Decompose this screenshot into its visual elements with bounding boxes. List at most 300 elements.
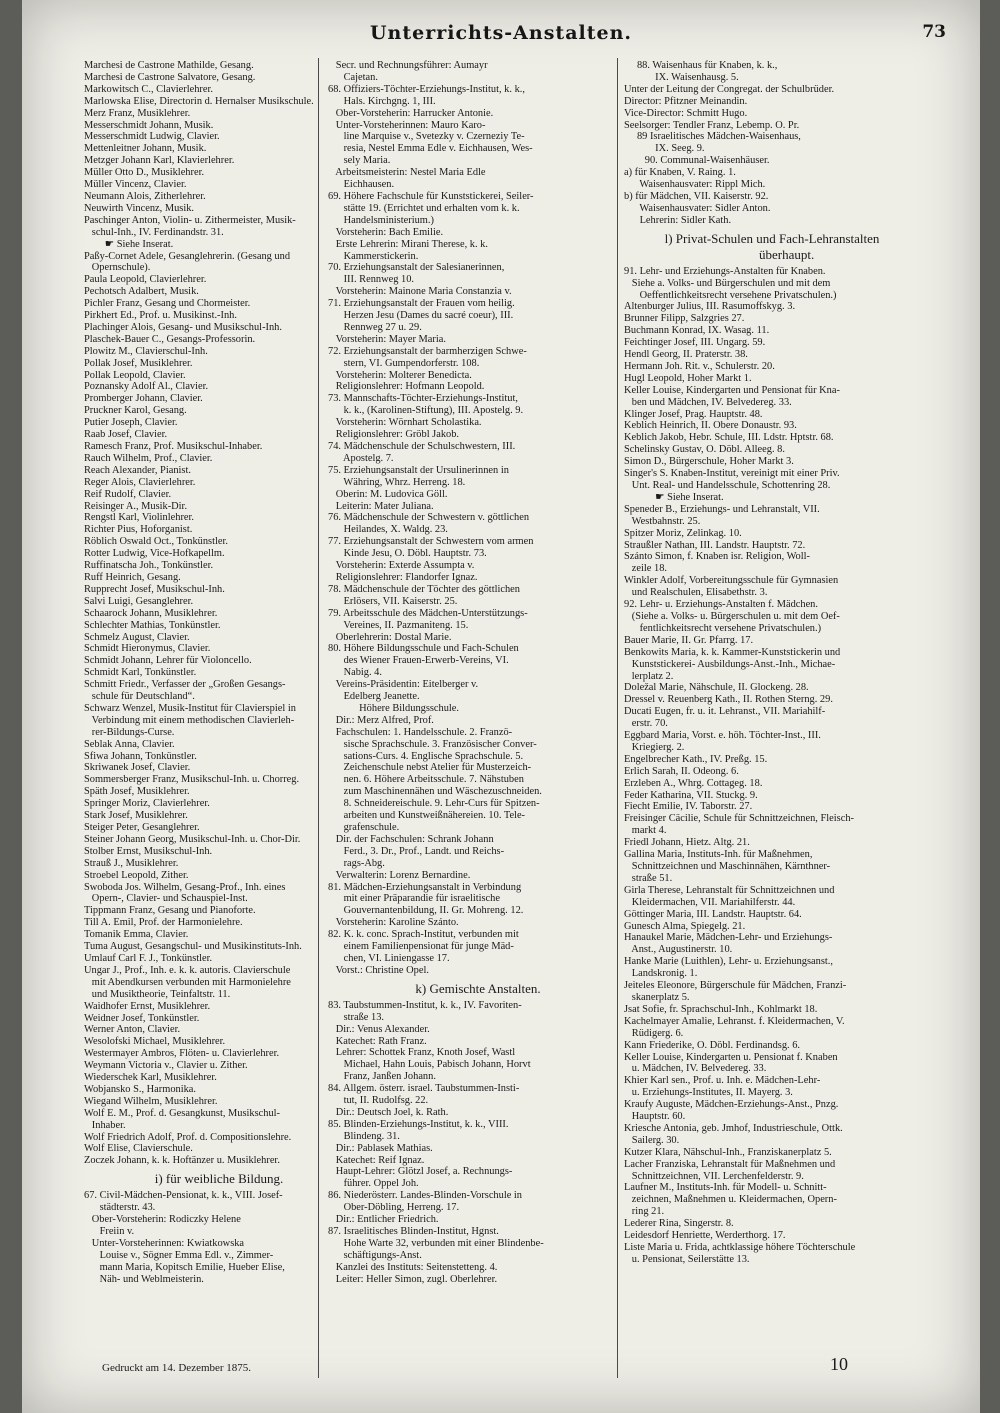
entry-line: Bauer Marie, II. Gr. Pfarrg. 17. (624, 634, 754, 646)
entry-line: Gallina Maria, Instituts-Inh. für Maßnehmen, (624, 849, 813, 861)
entry-line: Putier Joseph, Clavier. (84, 417, 178, 429)
entry-line: Schmitt Friedr., Verfasser der „Großen Gesangs- (84, 679, 286, 691)
entry-line: Vereins-Präsidentin: Eitelberger v. (328, 679, 479, 691)
entry-line: Speneder B., Erziehungs- und Lehranstalt, VII. (624, 503, 820, 515)
entry-line: k. k., (Karolinen-Stiftung), III. Apostelg. 9. (328, 405, 524, 417)
entry-line: Plowitz M., Clavierschul-Inh. (84, 345, 208, 357)
entry-line: Seelsorger: Tendler Franz, Lebemp. O. Pr. (624, 119, 800, 131)
entry-line: Fachschulen: 1. Handelsschule. 2. Franzö- (328, 726, 513, 738)
entry-line: Religionslehrer: Hofmann Leopold. (328, 381, 485, 393)
entry-line: Gunesch Alma, Spiegelg. 21. (624, 920, 746, 932)
entry-line: straße 51. (624, 872, 673, 884)
entry-line: 73. Mannschafts-Töchter-Erziehungs-Institut, (328, 393, 518, 405)
entry-line: Hauptstr. 60. (624, 1111, 686, 1123)
entry-line: stern, VI. Gumpendorferstr. 108. (328, 357, 480, 369)
entry-line: Fiecht Emilie, IV. Taborstr. 27. (624, 801, 753, 813)
entry-line: Promberger Johann, Clavier. (84, 393, 203, 405)
entry-line: b) für Mädchen, VII. Kaiserstr. 92. (624, 190, 769, 202)
entry-line: Wolf E. M., Prof. d. Gesangkunst, Musikschul- (84, 1107, 280, 1119)
entry-line: Schmidt Johann, Lehrer für Violoncello. (84, 655, 252, 667)
entry-line: Unter der Leitung der Congregat. der Schulbrüder. (624, 83, 835, 95)
entry-line: Tomanik Emma, Clavier. (84, 929, 189, 941)
entry-line: Mettenleitner Johann, Musik. (84, 143, 207, 155)
entry-line: Ober-Vorsteherin: Rodiczky Helene (84, 1214, 241, 1226)
entry-line: Späth Josef, Musiklehrer. (84, 786, 190, 798)
entry-line: Markowitsch C., Clavierlehrer. (84, 83, 213, 95)
entry-line: Schnittzeichnen, VII. Lerchenfelderstr. 9. (624, 1170, 804, 1182)
entry-line: Straußler Nathan, III. Landstr. Hauptstr. 72. (624, 539, 806, 551)
section-heading: k) Gemischte Anstalten. (415, 980, 541, 996)
entry-line: Weidner Josef, Tonkünstler. (84, 1012, 200, 1024)
entry-line: Erlich Sarah, II. Odeong. 6. (624, 765, 739, 777)
entry-line: Vice-Director: Schmitt Hugo. (624, 107, 748, 119)
entry-line: Marchesi de Castrone Mathilde, Gesang. (84, 60, 254, 71)
entry-line: mann Maria, Kopitsch Emilie, Hueber Elise, (84, 1261, 285, 1273)
entry-line: Weymann Victoria v., Clavier u. Zither. (84, 1060, 248, 1072)
entry-line: Schnittzeichnen und Maschinnähen, Kärnthner- (624, 861, 831, 872)
entry-line: Waisenhausvater: Sidler Anton. (624, 202, 771, 214)
entry-line: Vorsteherin: Mayer Maria. (328, 333, 446, 345)
entry-line: tut, II. Rudolfsg. 22. (328, 1095, 429, 1107)
entry-line: Vorsteherin: Molterer Benedicta. (328, 369, 472, 381)
entry-line: IX. Seeg. 9. (624, 143, 705, 155)
entry-line: Eichhausen. (328, 179, 395, 191)
entry-line: Näh- und Weblmeisterin. (84, 1273, 204, 1285)
entry-line: Rüdigerg. 6. (624, 1027, 684, 1039)
entry-line: Schmelz August, Clavier. (84, 631, 190, 643)
entry-line: Westermayer Ambros, Flöten- u. Clavierlehrer. (84, 1048, 280, 1060)
entry-line: Marlowska Elise, Directorin d. Hernalser Musikschule. (84, 95, 314, 107)
entry-line: Vorsteherin: Karoline Szánto. (328, 917, 459, 929)
entry-line: Handelsministerium.) (328, 214, 434, 226)
entry-line: resia, Nestel Emma Edle v. Eichhausen, Wes- (328, 143, 533, 155)
entry-line: sely Maria. (328, 155, 391, 167)
entry-line: Klinger Josef, Prag. Hauptstr. 48. (624, 408, 763, 420)
entry-line: führer. Oppel Joh. (328, 1178, 419, 1190)
entry-line: Dir. der Fachschulen: Schrank Johann (328, 833, 494, 845)
entry-line: Dir.: Merz Alfred, Prof. (328, 714, 434, 726)
entry-line: Szánto Simon, f. Knaben isr. Religion, Woll- (624, 551, 810, 563)
entry-line: Opernschule). (84, 262, 151, 274)
entry-line: Marchesi de Castrone Salvatore, Gesang. (84, 71, 256, 83)
entry-line: Haupt-Lehrer: Glötzl Josef, a. Rechnungs- (328, 1166, 513, 1178)
entry-line: Tippmann Franz, Gesang und Pianoforte. (84, 905, 256, 917)
entry-line: 68. Offiziers-Töchter-Erziehungs-Institut, k. k., (328, 83, 525, 95)
entry-line: 80. Höhere Bildungsschule und Fach-Schulen (328, 643, 519, 655)
entry-line: Pollak Leopold, Clavier. (84, 369, 186, 381)
entry-line: Schelinsky Gustav, O. Döbl. Alleeg. 8. (624, 444, 785, 456)
entry-line: Altenburger Julius, III. Rasumoffskyg. 3. (624, 301, 796, 313)
entry-line: sische Sprachschule. 3. Französischer Conver- (328, 738, 537, 750)
entry-line: Rennweg 27 u. 29. (328, 321, 422, 333)
entry-line: Pruckner Karol, Gesang. (84, 405, 187, 417)
entry-line: lerplatz 2. (624, 670, 674, 682)
entry-line: Sailerg. 30. (624, 1134, 680, 1146)
column-right (624, 60, 920, 1266)
entry-line: Zoczek Johann, k. k. Hoftänzer u. Musiklehrer. (84, 1155, 280, 1167)
entry-line: Landskronig. 1. (624, 968, 698, 980)
entry-line: Oberin: M. Ludovica Göll. (328, 488, 448, 500)
entry-line: schule für Deutschland“. (84, 691, 195, 703)
entry-line: Laufner M., Instituts-Inh. für Modell- u. Schnitt- (624, 1182, 827, 1194)
entry-line: Eggbard Maria, Vorst. e. höh. Töchter-Inst., III. (624, 730, 821, 742)
entry-line: Dir.: Deutsch Joel, k. Rath. (328, 1106, 449, 1118)
entry-line: 8. Schneidereischule. 9. Lehr-Curs für Spitzen- (328, 798, 540, 810)
entry-line: Edelberg Jeanette. (328, 691, 420, 703)
entry-line: Wolf Friedrich Adolf, Prof. d. Compositionslehre. (84, 1131, 292, 1143)
entry-line: Schmidt Karl, Tonkünstler. (84, 667, 197, 679)
entry-line: Arbeitsmeisterin: Nestel Maria Edle (328, 167, 486, 179)
entry-line: Vorsteherin: Mainone Maria Constanzia v. (328, 286, 512, 298)
entry-line: Waisenhausvater: Rippl Mich. (624, 179, 766, 191)
entry-line: (Siehe a. Volks- u. Bürgerschulen u. mit dem Oef- (624, 610, 840, 622)
entry-line: Wiegand Wilhelm, Musiklehrer. (84, 1095, 218, 1107)
entry-line: Khier Karl sen., Prof. u. Inh. e. Mädchen-Lehr- (624, 1075, 821, 1087)
entry-line: Kriegierg. 2. (624, 741, 685, 753)
entry-line: Religionslehrer: Flandorfer Ignaz. (328, 571, 478, 583)
entry-line: Hanaukel Marie, Mädchen-Lehr- und Erziehungs- (624, 932, 833, 944)
entry-line: Simon D., Bürgerschule, Hoher Markt 3. (624, 456, 794, 468)
document-page (22, 0, 980, 1413)
entry-line: Tuma August, Gesangschul- und Musikinstituts-Inh. (84, 941, 302, 953)
entry-line: sations-Curs. 4. Englische Sprachschule. 5. (328, 750, 524, 762)
entry-line: 75. Erziehungsanstalt der Ursulinerinnen in (328, 464, 509, 476)
entry-line: Unter-Vorsteherinnen: Kwiatkowska (84, 1237, 245, 1249)
entry-line: Hendl Georg, II. Praterstr. 38. (624, 349, 748, 361)
entry-line: Swoboda Jos. Wilhelm, Gesang-Prof., Inh. eines (84, 881, 286, 893)
entry-line: Friedl Johann, Hietz. Altg. 21. (624, 837, 750, 849)
entry-line: Vorsteherin: Wörnhart Scholastika. (328, 417, 482, 429)
entry-line: Ducati Eugen, fr. u. it. Lehranst., VII. Mariahilf- (624, 706, 826, 718)
entry-line: Kann Friederike, O. Döbl. Ferdinandsg. 6. (624, 1039, 801, 1051)
entry-line: Kraufy Auguste, Mädchen-Erziehungs-Anst., Pnzg. (624, 1099, 839, 1111)
entry-line: Sommersberger Franz, Musikschul-Inh. u. Chorreg. (84, 774, 300, 786)
entry-line: Reger Alois, Clavierlehrer. (84, 476, 196, 488)
entry-line: 69. Höhere Fachschule für Kunststickerei, Seiler- (328, 190, 534, 202)
entry-line: fentlichkeitsrecht versehene Privatschulen.) (624, 622, 822, 634)
entry-line: Heilandes, X. Waldg. 23. (328, 524, 448, 536)
entry-line: Salvi Luigi, Gesanglehrer. (84, 595, 194, 607)
entry-line: Seblak Anna, Clavier. (84, 738, 175, 750)
entry-line: Doležal Marie, Nähschule, II. Glockeng. 28. (624, 682, 809, 694)
entry-line: Müller Vincenz, Clavier. (84, 179, 187, 191)
entry-line: Erlösers, VII. Kaiserstr. 25. (328, 595, 458, 607)
entry-line: a) für Knaben, V. Raing. 1. (624, 167, 736, 179)
entry-line: 78. Mädchenschule der Töchter des göttlichen (328, 583, 520, 595)
entry-line: Lacher Franziska, Lehranstalt für Maßnehmen und (624, 1158, 836, 1170)
entry-line: Gouvernantenbildung, II. Gr. Mohreng. 12. (328, 905, 524, 917)
entry-line: Reif Rudolf, Clavier. (84, 488, 172, 500)
entry-line: Leiterin: Mater Juliana. (328, 500, 434, 512)
entry-line: 82. K. k. conc. Sprach-Institut, verbunden mit (328, 929, 519, 941)
entry-line: Rauch Wilhelm, Prof., Clavier. (84, 452, 213, 464)
entry-line: Lehrerin: Sidler Kath. (624, 214, 732, 226)
entry-line: Pichler Franz, Gesang und Chormeister. (84, 298, 251, 310)
entry-line: Skriwanek Josef, Clavier. (84, 762, 191, 774)
entry-line: Freisinger Cäcilie, Schule für Schnittzeichnen, Fleisch- (624, 813, 854, 825)
entry-line: Hals. Kirchgng. 1, III. (328, 95, 436, 107)
entry-line: IX. Waisenhausg. 5. (624, 71, 739, 83)
entry-line: Benkowits Maria, k. k. Kammer-Kunststickerin und (624, 646, 841, 658)
entry-line: 92. Lehr- u. Erziehungs-Anstalten f. Mädchen. (624, 599, 818, 611)
entry-line: Vorsteherin: Exterde Assumpta v. (328, 560, 475, 572)
entry-line: Lehrer: Schottek Franz, Knoth Josef, Wastl (328, 1047, 516, 1059)
entry-line: Kinde Jesu, O. Döbl. Hauptstr. 73. (328, 548, 487, 560)
entry-line: Singer's S. Knaben-Institut, vereinigt mit einer Priv. (624, 468, 840, 480)
entry-line: Opern-, Clavier- und Schauspiel-Inst. (84, 893, 248, 905)
entry-line: Umlauf Carl F. J., Tonkünstler. (84, 952, 213, 964)
entry-line: rer-Bildungs-Curse. (84, 726, 175, 738)
entry-line: ring 21. (624, 1206, 665, 1218)
entry-line: 89 Israelitisches Mädchen-Waisenhaus, (624, 131, 801, 143)
entry-line: Unter-Vorsteherinnen: Mauro Karo- (328, 119, 486, 131)
entry-line: 76. Mädchenschule der Schwestern v. göttlichen (328, 512, 530, 524)
entry-line: Waidhofer Ernst, Musiklehrer. (84, 1000, 211, 1012)
entry-line: Strauß J., Musiklehrer. (84, 857, 179, 869)
entry-line: Wobjansko S., Harmonika. (84, 1083, 197, 1095)
entry-line: Ramesch Franz, Prof. Musikschul-Inhaber. (84, 441, 263, 452)
entry-line: städterstr. 43. (84, 1202, 156, 1214)
entry-line: 72. Erziehungsanstalt der barmherzigen Schwe- (328, 345, 527, 357)
entry-line: Schwarz Wenzel, Musik-Institut für Clavierspiel in (84, 702, 296, 714)
entry-line: u. Pensionat, Seilerstätte 13. (624, 1253, 750, 1265)
entry-line: Stolber Ernst, Musikschul-Inh. (84, 845, 213, 857)
entry-line: Franz, Janßen Johann. (328, 1071, 436, 1083)
entry-line: Ungar J., Prof., Inh. e. k. k. autoris. Clavierschule (84, 964, 291, 976)
entry-line: Schaarock Johann, Musiklehrer. (84, 607, 218, 619)
entry-line: Hohe Warte 32, verbunden mit einer Blindenbe- (328, 1237, 544, 1249)
entry-line: Kleidermachen, VII. Mariahilferstr. 44. (624, 896, 796, 908)
entry-line: 67. Civil-Mädchen-Pensionat, k. k., VIII. Josef- (84, 1190, 283, 1202)
entry-line: Rupprecht Josef, Musikschul-Inh. (84, 583, 225, 595)
entry-line: Hermann Joh. Rit. v., Schulerstr. 20. (624, 360, 775, 372)
entry-line: Jeiteles Eleonore, Bürgerschule für Mädchen, Franzi- (624, 980, 847, 992)
entry-line: Reach Alexander, Pianist. (84, 464, 191, 476)
printed-date: Gedruckt am 14. Dezember 1875. (102, 1362, 252, 1374)
entry-line: Religionslehrer: Gröbl Jakob. (328, 429, 460, 441)
entry-line: Hugl Leopold, Hoher Markt 1. (624, 372, 752, 384)
entry-line: Blindeng. 31. (328, 1130, 400, 1142)
entry-line: Röblich Oswald Oct., Tonkünstler. (84, 536, 228, 548)
column-middle (328, 60, 628, 1286)
entry-line: skanerplatz 5. (624, 991, 690, 1003)
entry-line: grafenschule. (328, 822, 400, 833)
entry-line: III. Rennweg 10. (328, 274, 414, 286)
entry-line: chen, VI. Liniengasse 17. (328, 952, 450, 964)
entry-line: Till A. Emil, Prof. der Harmonielehre. (84, 917, 243, 929)
page-title: Unterrichts-Anstalten. (369, 22, 633, 44)
entry-line: Richter Pius, Hoforganist. (84, 524, 193, 536)
entry-line: markt 4. (624, 825, 667, 837)
entry-line: Stroebel Leopold, Zither. (84, 869, 189, 881)
entry-line: Apostelg. 7. (328, 452, 394, 464)
entry-line: Dir.: Pablasek Mathias. (328, 1142, 433, 1154)
entry-line: Merz Franz, Musiklehrer. (84, 107, 191, 119)
entry-line: Michael, Hahn Louis, Pabisch Johann, Horvt (328, 1059, 531, 1071)
entry-line: Spitzer Moriz, Zelinkag. 10. (624, 527, 742, 539)
entry-line: Keblich Jakob, Hebr. Schule, III. Ldstr. Hptstr. 68. (624, 432, 834, 444)
entry-line: zeichnen, Maßnehmen u. Kleidermachen, Opern- (624, 1194, 837, 1206)
entry-line: 79. Arbeitsschule des Mädchen-Unterstützungs- (328, 607, 528, 619)
entry-line: Ober-Vorsteherin: Harrucker Antonie. (328, 107, 494, 119)
entry-line: Stark Josef, Musiklehrer. (84, 810, 188, 822)
entry-line: 91. Lehr- und Erziehungs-Anstalten für Knaben. (624, 265, 826, 277)
entry-line: Neuwirth Vincenz, Musik. (84, 202, 194, 214)
entry-line: Sfiwa Johann, Tonkünstler. (84, 750, 197, 762)
entry-line: Liste Maria u. Frida, achtklassige höhere Töchterschule (624, 1242, 856, 1253)
entry-line: Metzger Johann Karl, Klavierlehrer. (84, 155, 235, 167)
entry-line: nen. 6. Höhere Arbeitsschule. 7. Nähstuben (328, 774, 524, 786)
entry-line: Ferd., 3. Dr., Prof., Landt. und Reichs- (328, 845, 505, 857)
entry-line: Pechotsch Adalbert, Musik. (84, 286, 199, 298)
entry-line: Oeffentlichkeitsrecht versehene Privatschulen.) (624, 289, 837, 301)
entry-line: Verwalterin: Lorenz Bernardine. (328, 869, 471, 881)
entry-line: zeile 18. (624, 563, 667, 575)
entry-line: Brunner Filipp, Salzgries 27. (624, 313, 745, 325)
entry-line: Plaschek-Bauer C., Gesangs-Professorin. (84, 333, 256, 345)
entry-line: Freiin v. (84, 1226, 135, 1237)
entry-line: 83. Taubstummen-Institut, k. k., IV. Favoriten- (328, 999, 522, 1011)
entry-line: Schlechter Mathias, Tonkünstler. (84, 619, 221, 631)
entry-line: Kachelmayer Amalie, Lehranst. f. Kleidermachen, V. (624, 1015, 845, 1027)
entry-line: 87. Israelitisches Blinden-Institut, Hgnst. (328, 1226, 499, 1237)
entry-line: Poznansky Adolf Al., Clavier. (84, 381, 209, 393)
entry-line: Unt. Real- und Handelsschule, Schottenring 28. (624, 480, 831, 491)
entry-line: u. Mädchen, IV. Belvedereg. 33. (624, 1063, 767, 1075)
entry-line: Louise v., Sögner Emma Edl. v., Zimmer- (84, 1249, 274, 1261)
entry-line: Katechet: Reif Ignaz. (328, 1154, 425, 1166)
entry-line: Schmidt Hieronymus, Clavier. (84, 643, 211, 655)
entry-line: Erzleben A., Whrg. Cottageg. 18. (624, 777, 763, 789)
entry-line: Pirkhert Ed., Prof. u. Musikinst.-Inh. (84, 310, 237, 322)
entry-line: stätte 19. (Errichtet und erhalten vom k. k. (328, 202, 520, 214)
page-header (22, 22, 980, 52)
entry-line: Katechet: Rath Franz. (328, 1035, 427, 1047)
entry-line: Anst., Augustinerstr. 10. (624, 944, 733, 956)
entry-line: 88. Waisenhaus für Knaben, k. k., (624, 60, 778, 71)
entry-line: Müller Otto D., Musiklehrer. (84, 167, 205, 179)
entry-line: 77. Erziehungsanstalt der Schwestern vom armen (328, 536, 534, 548)
entry-line: 90. Communal-Waisenhäuser. (624, 155, 770, 167)
entry-line: Keller Louise, Kindergarten und Pensionat für Kna- (624, 384, 840, 396)
entry-line: Paula Leopold, Clavierlehrer. (84, 274, 207, 286)
entry-line: Steiger Peter, Gesanglehrer. (84, 822, 200, 833)
entry-line: arbeiten und Kunstweißnähereien. 10. Tele- (328, 810, 526, 822)
entry-line: Göttinger Maria, III. Landstr. Hauptstr. 64. (624, 908, 802, 920)
entry-line: Herzen Jesu (Dames du sacré coeur), III. (328, 310, 514, 322)
entry-line: 70. Erziehungsanstalt der Salesianerinnen, (328, 262, 505, 274)
entry-line: Steiner Johann Georg, Musikschul-Inh. u. Chor-Dir. (84, 833, 301, 845)
entry-line: Messerschmidt Johann, Musik. (84, 119, 214, 131)
entry-line: Buchmann Konrad, IX. Wasag. 11. (624, 325, 770, 337)
entry-line: Dir.: Venus Alexander. (328, 1023, 430, 1035)
column-left (84, 60, 354, 1286)
entry-line: Jsat Sofie, fr. Sprachschul-Inh., Kohlmarkt 18. (624, 1003, 818, 1015)
entry-line: Engelbrecher Kath., IV. Preßg. 15. (624, 753, 768, 765)
entry-line: Neumann Alois, Zitherlehrer. (84, 190, 206, 202)
entry-line: Siehe a. Volks- und Bürgerschulen und mit dem (624, 277, 831, 289)
entry-line: Wiederschek Karl, Musiklehrer. (84, 1072, 217, 1084)
entry-line: Kriesche Antonia, geb. Jmhof, Industrieschule, Ottk. (624, 1122, 843, 1134)
entry-line: Leiter: Heller Simon, zugl. Oberlehrer. (328, 1273, 498, 1285)
entry-line: 84. Allgem. österr. israel. Taubstummen-Insti- (328, 1083, 520, 1095)
entry-line: Paßy-Cornet Adele, Gesanglehrerin. (Gesang und (84, 250, 291, 262)
entry-line: Keblich Heinrich, II. Obere Donaustr. 93. (624, 420, 797, 432)
entry-line: Währing, Whrz. Herreng. 18. (328, 476, 466, 488)
entry-line: Höhere Bildungsschule. (328, 702, 460, 714)
entry-line: Raab Josef, Clavier. (84, 429, 168, 441)
entry-line: Erste Lehrerin: Mirani Therese, k. k. (328, 238, 488, 250)
entry-line: Reisinger A., Musik-Dir. (84, 500, 188, 512)
entry-line: Wesolofski Michael, Musiklehrer. (84, 1036, 226, 1048)
entry-line: Zeichenschule nebst Atelier für Musterzeich- (328, 762, 532, 774)
entry-line: Westbahnstr. 25. (624, 515, 701, 527)
entry-line: zum Maschinennähen und Wäschezuschneiden. (328, 786, 542, 798)
entry-line: Girla Therese, Lehranstalt für Schnittzeichnen und (624, 884, 835, 896)
signature-mark: 10 (830, 1354, 848, 1374)
entry-line: mit Abendkursen verbunden mit Harmonielehre (84, 976, 291, 988)
entry-line: Leidesdorf Henriette, Werderthorg. 17. (624, 1230, 786, 1242)
entry-line: straße 13. (328, 1011, 384, 1023)
entry-line: 81. Mädchen-Erziehungsanstalt in Verbindung (328, 881, 522, 893)
entry-line: Rengstl Karl, Violinlehrer. (84, 512, 194, 524)
entry-line: Vorst.: Christine Opel. (328, 964, 429, 976)
entry-line: Paschinger Anton, Violin- u. Zithermeister, Musik- (84, 214, 296, 226)
entry-line: Vereines, II. Pazmaniteng. 15. (328, 619, 469, 631)
entry-line: und Musiktheorie, Teinfaltstr. 11. (84, 988, 231, 1000)
entry-line: Lederer Rina, Singerstr. 8. (624, 1218, 734, 1230)
entry-line: Plachinger Alois, Gesang- und Musikschul-Inh. (84, 321, 282, 333)
entry-line: Winkler Adolf, Vorbereitungsschule für Gymnasien (624, 575, 839, 587)
entry-line: Wolf Elise, Clavierschule. (84, 1143, 193, 1155)
entry-line: ☛ Siehe Inserat. (624, 491, 724, 503)
section-heading: l) Privat-Schulen und Fach-Lehranstalten überhaupt. (664, 230, 880, 262)
entry-line: mit einer Präparandie für israelitische (328, 893, 500, 905)
entry-line: Kammerstickerin. (328, 250, 419, 262)
entry-line: ben und Mädchen, IV. Belvedereg. 33. (624, 396, 792, 408)
entry-line: 85. Blinden-Erziehungs-Institut, k. k., VIII. (328, 1118, 509, 1130)
entry-line: schul-Inh., IV. Ferdinandstr. 31. (84, 226, 224, 238)
entry-line: Dressel v. Reuenberg Kath., II. Rothen Sterng. 29. (624, 694, 833, 706)
entry-line: Ober-Döbling, Herreng. 17. (328, 1202, 460, 1214)
entry-line: Hanke Marie (Luithlen), Lehr- u. Erziehungsanst., (624, 956, 833, 968)
entry-line: Ruffinatscha Joh., Tonkünstler. (84, 560, 214, 572)
entry-line: Cajetan. (328, 71, 378, 83)
entry-line: ☛ Siehe Inserat. (84, 238, 174, 250)
entry-line: Kunststickerei- Ausbildungs-Anst.-Inh., Michae- (624, 658, 836, 670)
entry-line: Verbindung mit einem methodischen Clavierleh- (84, 714, 295, 726)
entry-line: Keller Louise, Kindergarten u. Pensionat f. Knaben (624, 1051, 838, 1063)
entry-line: line Marquise v., Svetezky v. Czerneziy Te- (328, 131, 525, 143)
entry-line: 71. Erziehungsanstalt der Frauen vom heilig. (328, 298, 515, 310)
entry-line: Vorsteherin: Bach Emilie. (328, 226, 444, 238)
entry-line: Pollak Josef, Musiklehrer. (84, 357, 193, 369)
section-heading: i) für weibliche Bildung. (154, 1171, 284, 1187)
entry-line: Feichtinger Josef, III. Ungarg. 59. (624, 337, 766, 349)
entry-line: Nabig. 4. (328, 667, 382, 679)
entry-line: Springer Moriz, Clavierlehrer. (84, 798, 210, 810)
entry-line: 74. Mädchenschule der Schulschwestern, III. (328, 441, 516, 452)
entry-line: Secr. und Rechnungsführer: Aumayr (328, 60, 488, 71)
entry-line: erstr. 70. (624, 718, 668, 730)
entry-line: Dir.: Entlicher Friedrich. (328, 1214, 439, 1226)
entry-line: schäftigungs-Anst. (328, 1249, 422, 1261)
entry-line: Feder Katharina, VII. Stuckg. 9. (624, 789, 758, 801)
entry-line: und Realschulen, Elisabethstr. 3. (624, 587, 768, 599)
entry-line: einem Familienpensionat für junge Mäd- (328, 941, 514, 953)
entry-line: Werner Anton, Clavier. (84, 1024, 181, 1036)
entry-line: Kanzlei des Instituts: Seitenstetteng. 4. (328, 1261, 498, 1273)
